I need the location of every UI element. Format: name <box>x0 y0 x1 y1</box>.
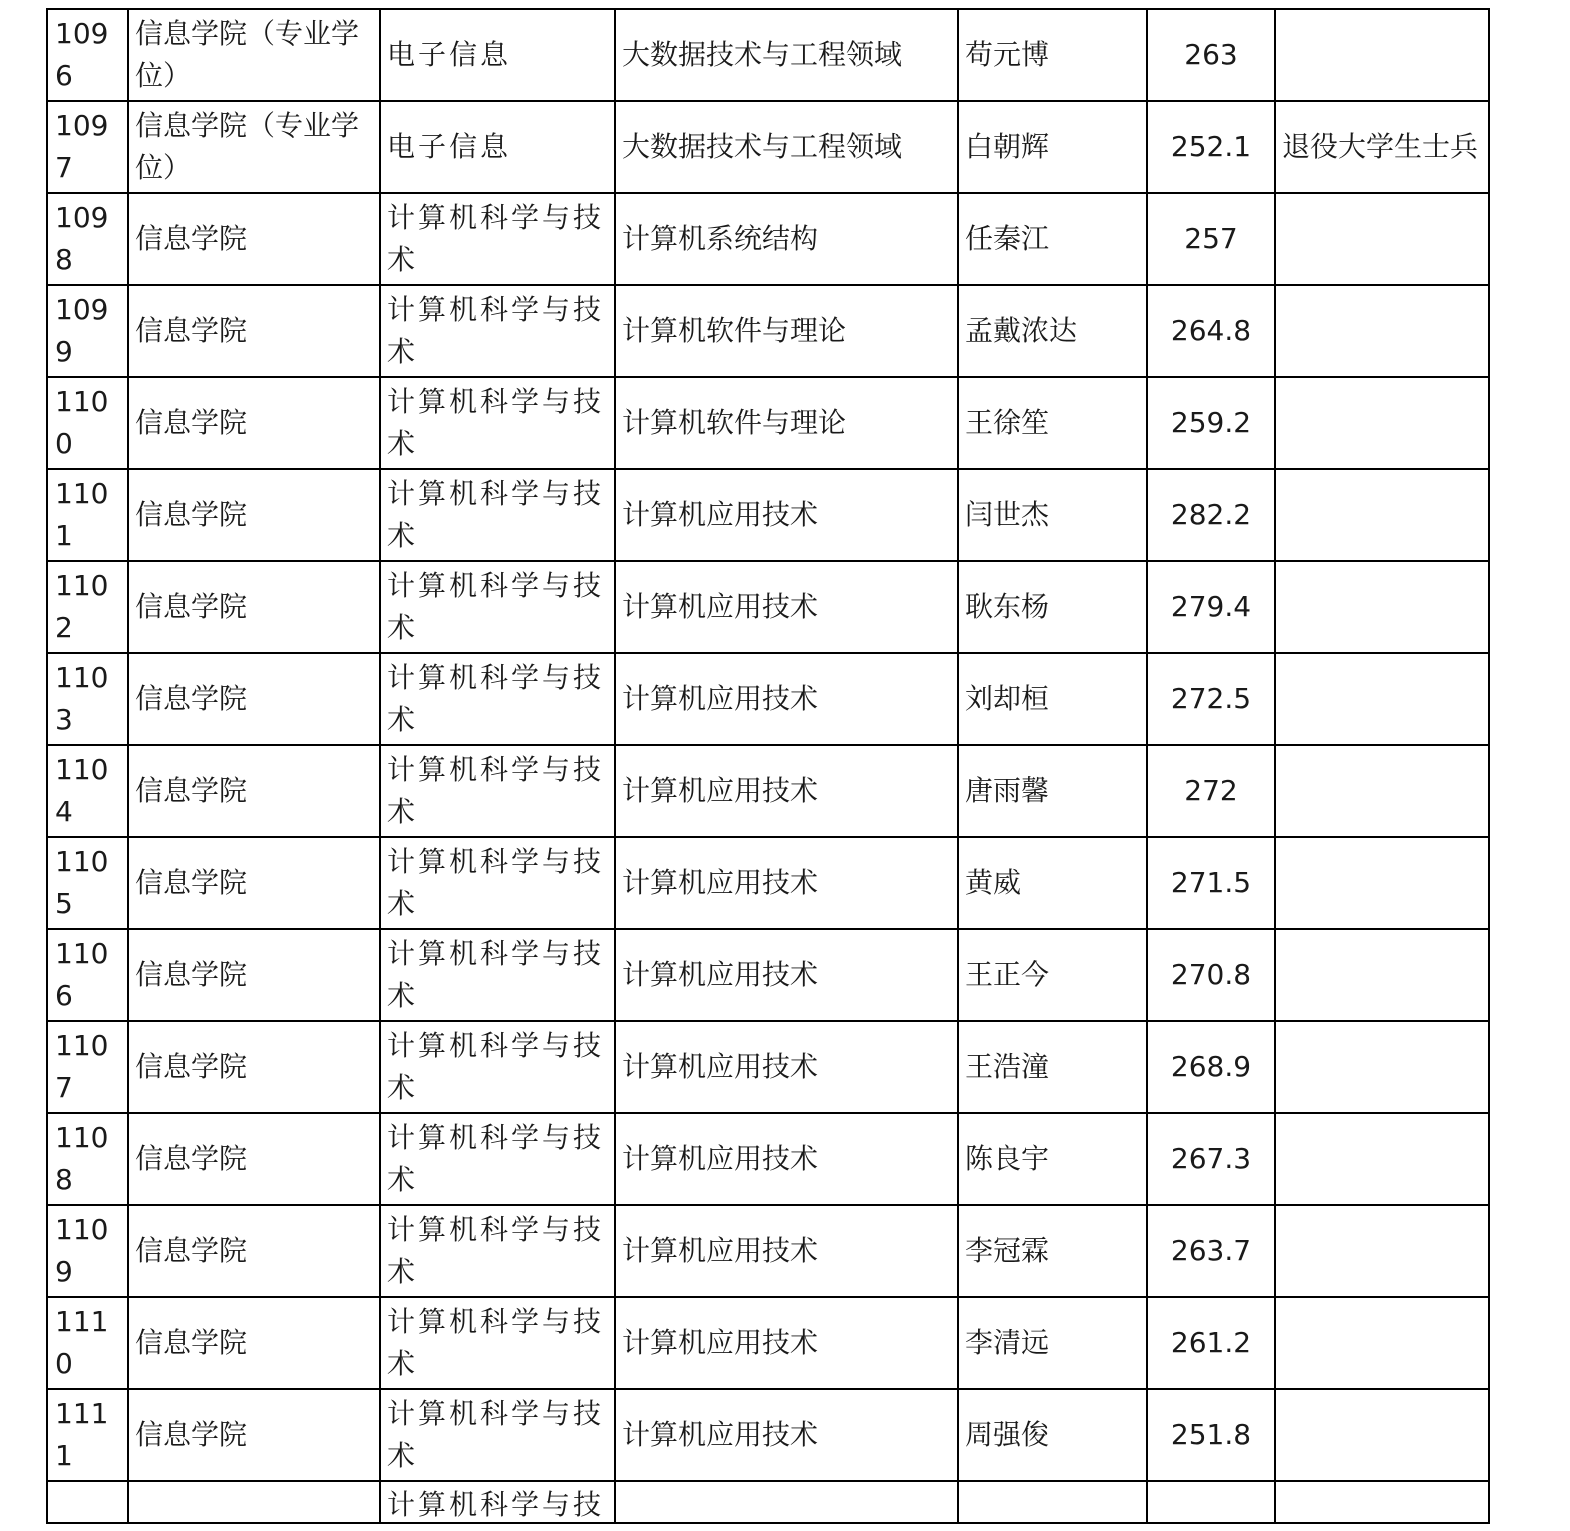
table-row <box>47 561 1489 653</box>
cell-name: 闫世杰 <box>958 469 1147 561</box>
cell-direction <box>615 1481 958 1523</box>
cell-note <box>1275 1021 1489 1113</box>
cell-note <box>1275 1205 1489 1297</box>
cell-name: 王正今 <box>958 929 1147 1021</box>
cell-note: 退役大学生士兵 <box>1275 101 1489 193</box>
cell-score: 259.2 <box>1147 377 1275 469</box>
table-row <box>47 377 1489 469</box>
cell-college: 信息学院 <box>128 1113 380 1205</box>
cell-major: 电子信息 <box>380 9 615 101</box>
cell-note <box>1275 653 1489 745</box>
cell-score: 267.3 <box>1147 1113 1275 1205</box>
table-row <box>47 101 1489 193</box>
cell-major: 计算机科学与技术 <box>380 1389 615 1481</box>
table-row <box>47 837 1489 929</box>
cell-direction: 计算机应用技术 <box>615 561 958 653</box>
cell-note <box>1275 469 1489 561</box>
cell-number: 1105 <box>47 837 128 929</box>
cell-score: 263 <box>1147 9 1275 101</box>
table-row <box>47 929 1489 1021</box>
cell-score: 251.8 <box>1147 1389 1275 1481</box>
cell-direction: 计算机软件与理论 <box>615 377 958 469</box>
cell-name: 苟元博 <box>958 9 1147 101</box>
cell-major: 计算机科学与技术 <box>380 561 615 653</box>
cell-direction: 计算机应用技术 <box>615 1297 958 1389</box>
table-row <box>47 9 1489 101</box>
cell-major: 计算机科学与技术 <box>380 1021 615 1113</box>
cell-college: 信息学院（专业学位） <box>128 9 380 101</box>
cell-direction: 计算机应用技术 <box>615 1113 958 1205</box>
cell-name: 黄威 <box>958 837 1147 929</box>
cell-score: 279.4 <box>1147 561 1275 653</box>
cell-number: 1103 <box>47 653 128 745</box>
cell-direction: 计算机应用技术 <box>615 469 958 561</box>
cell-name: 刘却桓 <box>958 653 1147 745</box>
cell-name <box>958 1481 1147 1523</box>
cell-direction: 计算机应用技术 <box>615 745 958 837</box>
cell-college: 信息学院 <box>128 1297 380 1389</box>
cell-major: 计算机科学与技术 <box>380 193 615 285</box>
cell-major: 计算机科学与技术 <box>380 653 615 745</box>
cell-name: 陈良宇 <box>958 1113 1147 1205</box>
cell-direction: 计算机应用技术 <box>615 653 958 745</box>
table-row <box>47 745 1489 837</box>
cell-score: 263.7 <box>1147 1205 1275 1297</box>
cell-name: 李清远 <box>958 1297 1147 1389</box>
cell-college: 信息学院 <box>128 193 380 285</box>
cell-major: 计算机科学与技术 <box>380 285 615 377</box>
table-row <box>47 285 1489 377</box>
cell-college: 信息学院（专业学位） <box>128 101 380 193</box>
cell-number: 1101 <box>47 469 128 561</box>
cell-note <box>1275 377 1489 469</box>
cell-major: 计算机科学与技术 <box>380 1205 615 1297</box>
cell-major: 电子信息 <box>380 101 615 193</box>
cell-direction: 计算机应用技术 <box>615 1205 958 1297</box>
cell-note <box>1275 929 1489 1021</box>
cell-college: 信息学院 <box>128 653 380 745</box>
cell-number: 1108 <box>47 1113 128 1205</box>
table-body <box>47 9 1489 1523</box>
cell-direction: 计算机应用技术 <box>615 929 958 1021</box>
cell-direction: 大数据技术与工程领域 <box>615 9 958 101</box>
results-table-container <box>46 8 1488 1524</box>
cell-note <box>1275 561 1489 653</box>
cell-number: 1111 <box>47 1389 128 1481</box>
cell-direction: 计算机应用技术 <box>615 837 958 929</box>
cell-number: 1100 <box>47 377 128 469</box>
table-row <box>47 1113 1489 1205</box>
cell-direction: 计算机应用技术 <box>615 1021 958 1113</box>
cell-score: 268.9 <box>1147 1021 1275 1113</box>
cell-name: 周强俊 <box>958 1389 1147 1481</box>
cell-score: 271.5 <box>1147 837 1275 929</box>
cell-name: 王徐笙 <box>958 377 1147 469</box>
cell-score: 270.8 <box>1147 929 1275 1021</box>
cell-direction: 计算机软件与理论 <box>615 285 958 377</box>
cell-number: 1099 <box>47 285 128 377</box>
cell-college: 信息学院 <box>128 745 380 837</box>
cell-note <box>1275 285 1489 377</box>
table-row <box>47 193 1489 285</box>
cell-direction: 计算机应用技术 <box>615 1389 958 1481</box>
cell-score: 272.5 <box>1147 653 1275 745</box>
cell-college: 信息学院 <box>128 377 380 469</box>
cell-note <box>1275 1297 1489 1389</box>
cell-name: 耿东杨 <box>958 561 1147 653</box>
cell-college: 信息学院 <box>128 1021 380 1113</box>
table-row <box>47 469 1489 561</box>
cell-number: 1098 <box>47 193 128 285</box>
cell-number: 1096 <box>47 9 128 101</box>
cell-score: 264.8 <box>1147 285 1275 377</box>
cell-score <box>1147 1481 1275 1523</box>
cell-major: 计算机科学与技术 <box>380 837 615 929</box>
cell-number: 1104 <box>47 745 128 837</box>
cell-number: 1102 <box>47 561 128 653</box>
cell-major: 计算机科学与技术 <box>380 1113 615 1205</box>
cell-name: 任秦江 <box>958 193 1147 285</box>
cell-note <box>1275 193 1489 285</box>
cell-number: 1106 <box>47 929 128 1021</box>
cell-college <box>128 1481 380 1523</box>
cell-note <box>1275 1481 1489 1523</box>
table-row <box>47 1297 1489 1389</box>
cell-college: 信息学院 <box>128 285 380 377</box>
cell-major: 计算机科学与技术 <box>380 469 615 561</box>
table-row <box>47 653 1489 745</box>
cell-score: 252.1 <box>1147 101 1275 193</box>
cell-note <box>1275 837 1489 929</box>
cell-major: 计算机科学与技术 <box>380 377 615 469</box>
table-row-partial <box>47 1481 1489 1523</box>
cell-name: 孟戴浓达 <box>958 285 1147 377</box>
cell-score: 282.2 <box>1147 469 1275 561</box>
admission-results-table <box>46 8 1490 1524</box>
cell-direction: 大数据技术与工程领域 <box>615 101 958 193</box>
cell-number: 1107 <box>47 1021 128 1113</box>
cell-major <box>380 1481 615 1523</box>
cell-number: 1110 <box>47 1297 128 1389</box>
partial-major-text: 计算机科学与技 <box>387 1488 605 1521</box>
cell-name: 唐雨馨 <box>958 745 1147 837</box>
cell-college: 信息学院 <box>128 561 380 653</box>
cell-note <box>1275 9 1489 101</box>
cell-college: 信息学院 <box>128 1205 380 1297</box>
cell-major: 计算机科学与技术 <box>380 745 615 837</box>
cell-major: 计算机科学与技术 <box>380 929 615 1021</box>
cell-number: 1097 <box>47 101 128 193</box>
table-row <box>47 1205 1489 1297</box>
table-row <box>47 1389 1489 1481</box>
cell-score: 272 <box>1147 745 1275 837</box>
cell-note <box>1275 1113 1489 1205</box>
table-row <box>47 1021 1489 1113</box>
cell-college: 信息学院 <box>128 469 380 561</box>
cell-number: 1109 <box>47 1205 128 1297</box>
cell-note <box>1275 1389 1489 1481</box>
cell-direction: 计算机系统结构 <box>615 193 958 285</box>
cell-college: 信息学院 <box>128 929 380 1021</box>
cell-score: 257 <box>1147 193 1275 285</box>
cell-major: 计算机科学与技术 <box>380 1297 615 1389</box>
cell-name: 白朝辉 <box>958 101 1147 193</box>
cell-number <box>47 1481 128 1523</box>
cell-note <box>1275 745 1489 837</box>
cell-score: 261.2 <box>1147 1297 1275 1389</box>
cell-college: 信息学院 <box>128 1389 380 1481</box>
cell-college: 信息学院 <box>128 837 380 929</box>
cell-name: 王浩潼 <box>958 1021 1147 1113</box>
cell-name: 李冠霖 <box>958 1205 1147 1297</box>
